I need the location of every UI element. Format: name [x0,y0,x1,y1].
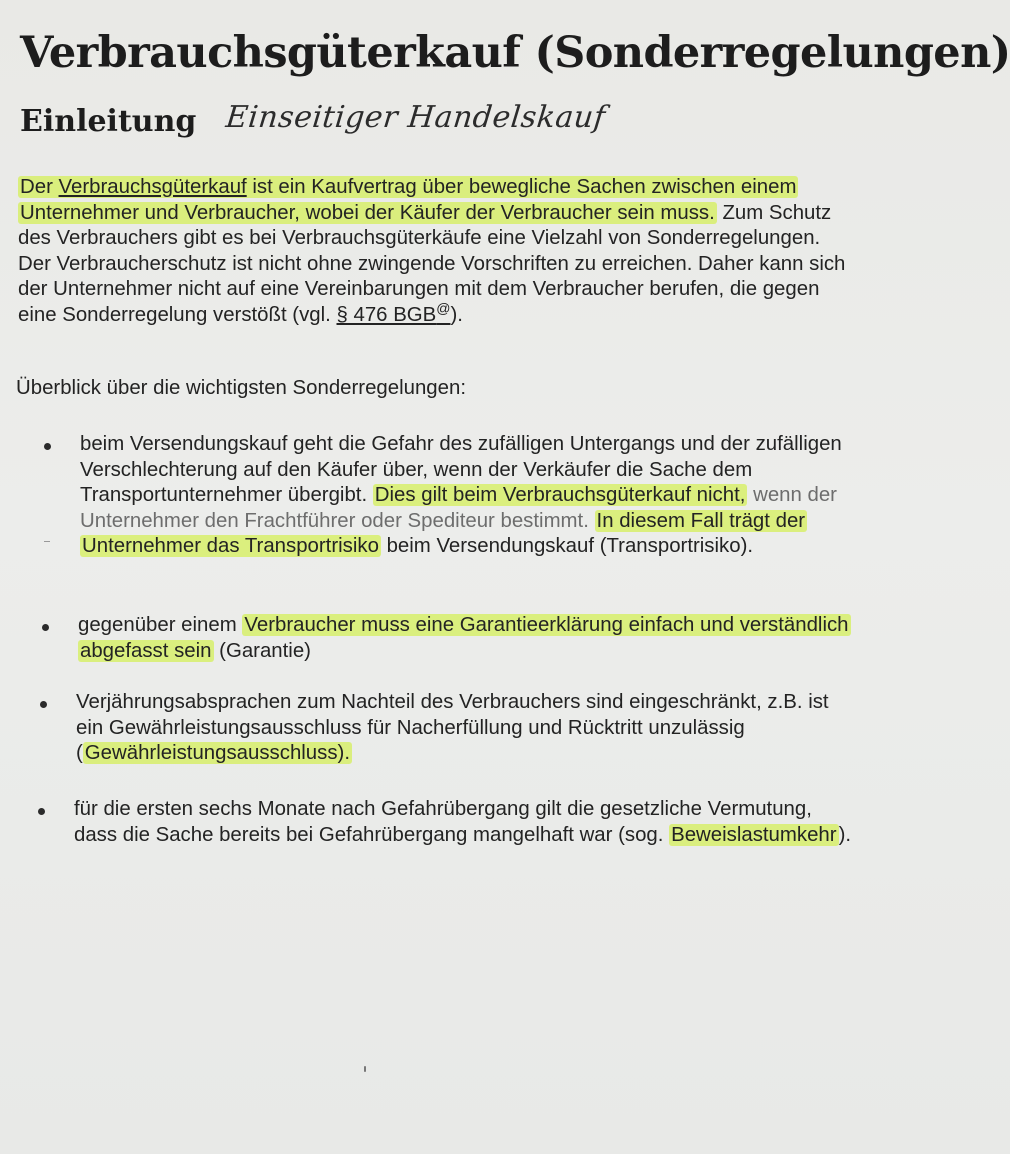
bullet-icon [38,808,45,815]
section-heading-introduction: Einleitung [20,104,197,139]
highlight: Dies gilt beim Verbrauchsgüterkauf nicht, [374,484,746,507]
handwritten-note: Einseitiger Handelskauf [224,100,608,135]
page-title: Verbrauchsgüterkauf (Sonderregelungen) [20,28,1010,78]
highlight: Gewährleistungsausschluss). [84,742,350,765]
law-reference-link[interactable]: § 476 BGB@ [336,300,451,326]
highlighted-definition: Der Verbrauchsgüterkauf ist ein Kaufvertrag über bewegliche Sachen zwischen einem Unternehmer und Verbraucher, wobei der Käufer der Verbraucher sein muss. [20,176,797,224]
at-sign-icon: @ [436,300,451,317]
bullet-icon [44,443,51,450]
bullet-icon [40,701,47,708]
intro-text [18,175,863,329]
overview-heading: Überblick über die wichtigsten Sonderregelungen: [16,377,466,399]
bullet-icon [42,624,49,631]
intro-paragraph-2: Der Verbraucherschutz ist nicht ohne zwingende Vorschriften zu erreichen. Daher kann sich der Unternehmer nicht auf eine Vereinbarungen mit dem Verbraucher berufen, die gegen eine Sonderregelung verstößt (vgl. § 476 BGB@). [18,252,846,326]
list-item: beim Versendungskauf geht die Gefahr des zufälligen Untergangs und der zufälligen Verschlechterung auf den Käufer über, wenn der Verkäufer die Sache dem Transportunternehmer übergibt. Dies gilt beim Verbrauchsgüterkauf nicht, wenn der Unternehmer den Frachtführer oder Spediteur bestimmt. In diesem Fall trägt der Unternehmer das Transportrisiko beim Versendungskauf (Transportrisiko). [80,432,865,560]
highlight: Beweislastumkehr [671,823,837,846]
paper-mark [44,541,50,542]
highlight: Verbraucher muss eine Garantieerklärung einfach und verständlich abgefasst sein [80,614,849,662]
list-item: Verjährungsabsprachen zum Nachteil des Verbrauchers sind eingeschränkt, z.B. ist ein Gewährleistungsausschluss für Nacherfüllung und Rücktritt unzulässig (Gewährleistungsausschluss). [76,690,861,767]
list-item: für die ersten sechs Monate nach Gefahrübergang gilt die gesetzliche Vermutung, dass die Sache bereits bei Gefahrübergang mangelhaft war (sog. Beweislastumkehr). [74,797,859,848]
term-verbrauchsgueterkauf: Verbrauchsgüterkauf [58,176,247,198]
paper-speck [364,1066,366,1072]
intro-paragraph-1: Der Verbrauchsgüterkauf ist ein Kaufvertrag über bewegliche Sachen zwischen einem Unternehmer und Verbraucher, wobei der Käufer der Verbraucher sein muss. Zum Schutz des Verbrauchers gibt es bei Verbrauchsgüterkäufe eine Vielzahl von Sonderregelungen. [18,176,832,250]
highlight: In diesem Fall trägt der Unternehmer das Transportrisiko [82,509,806,558]
list-item: gegenüber einem Verbraucher muss eine Garantieerklärung einfach und verständlich abgefasst sein (Garantie) [78,613,863,664]
